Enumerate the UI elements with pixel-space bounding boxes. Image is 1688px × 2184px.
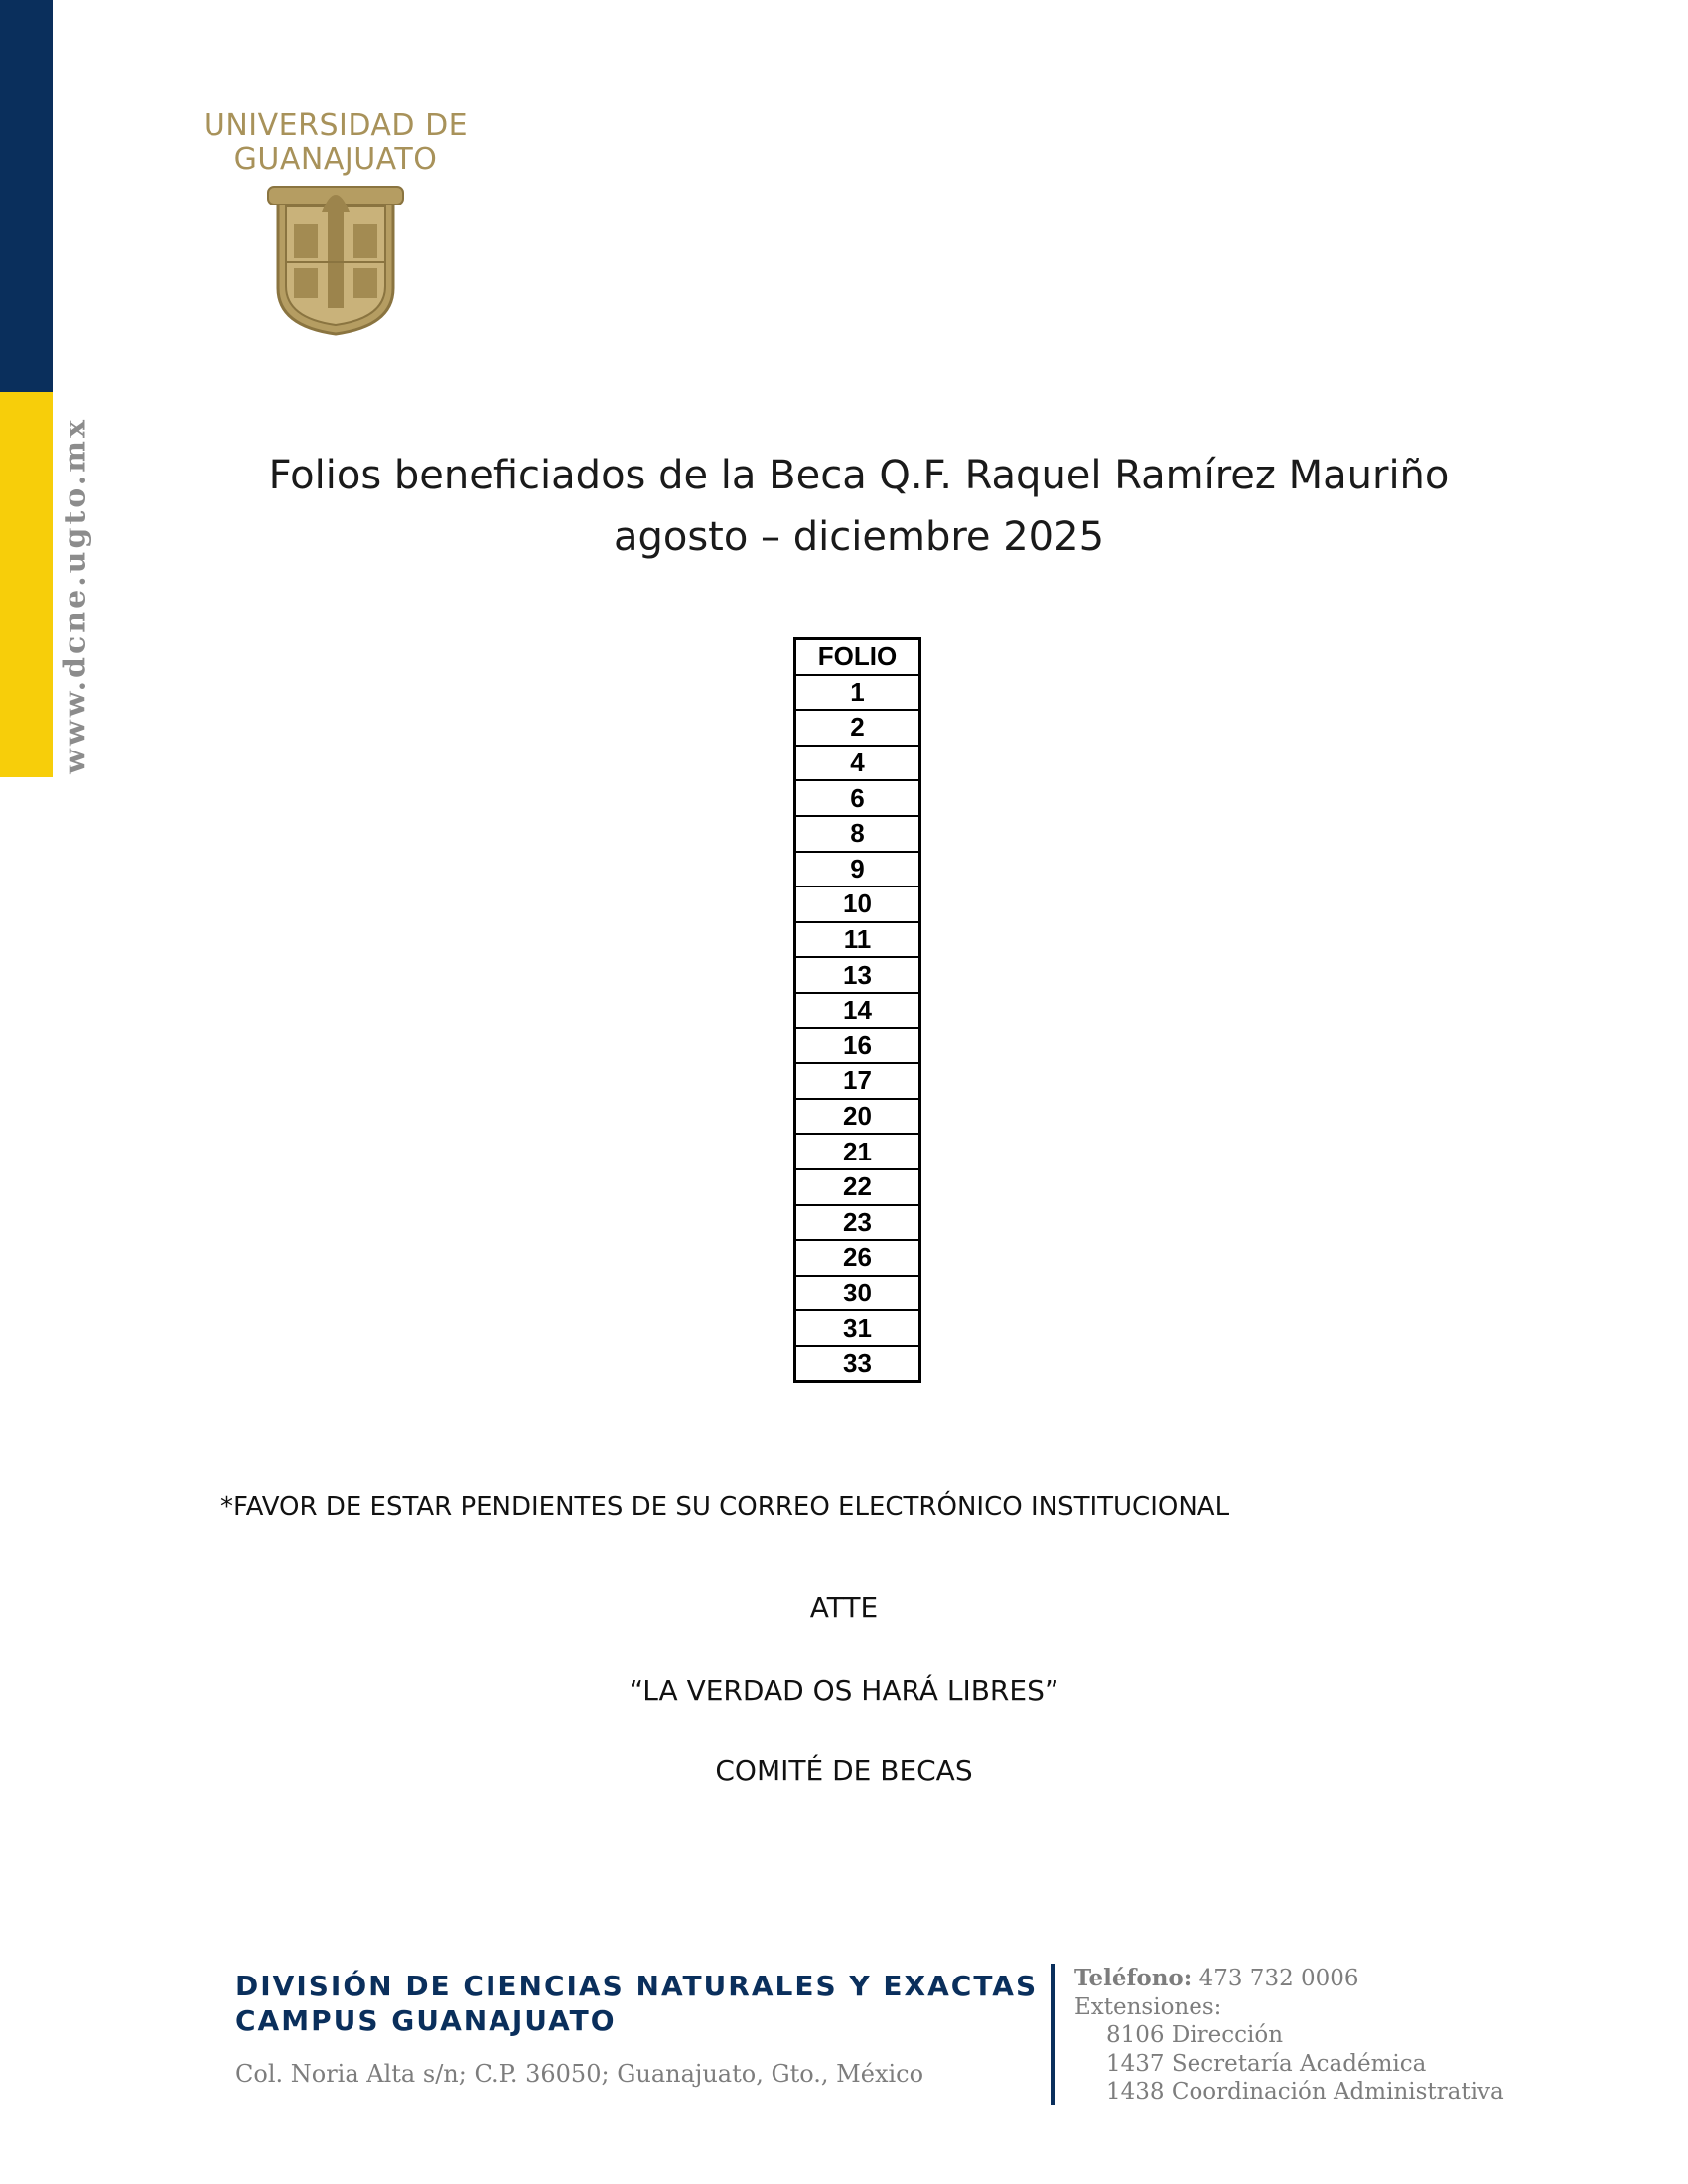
table-row	[795, 1134, 920, 1169]
footer-division	[235, 1969, 1038, 2038]
footer-divider	[1051, 1964, 1055, 2105]
university-name	[197, 109, 475, 177]
email-note: *FAVOR DE ESTAR PENDIENTES DE SU CORREO ELECTRÓNICO INSTITUCIONAL	[220, 1492, 1230, 1522]
folio-cell: 21	[795, 1134, 920, 1169]
page-title	[199, 445, 1519, 568]
folio-cell: 26	[795, 1240, 920, 1276]
side-bar-yellow	[0, 392, 53, 777]
table-row	[795, 1028, 920, 1064]
table-row	[795, 1346, 920, 1382]
university-name-line2: GUANAJUATO	[233, 142, 438, 177]
folio-cell: 14	[795, 993, 920, 1028]
folio-cell: 23	[795, 1205, 920, 1241]
folio-cell: 11	[795, 922, 920, 958]
extension-item: 1437 Secretaría Académica	[1106, 2050, 1427, 2077]
folio-cell: 16	[795, 1028, 920, 1064]
table-row	[795, 1240, 920, 1276]
footer-address: Col. Noria Alta s/n; C.P. 36050; Guanajuato, Gto., México	[235, 2060, 924, 2088]
table-row	[795, 746, 920, 781]
table-row	[795, 675, 920, 711]
folio-table	[793, 637, 921, 1383]
folio-cell: 30	[795, 1276, 920, 1311]
folio-cell: 10	[795, 887, 920, 922]
extension-item: 8106 Dirección	[1106, 2022, 1284, 2048]
phone-number: 473 732 0006	[1198, 1966, 1359, 1991]
phone-label: Teléfono:	[1074, 1965, 1193, 1991]
closing-motto: “LA VERDAD OS HARÁ LIBRES”	[629, 1674, 1059, 1706]
table-row	[795, 816, 920, 852]
folio-cell: 2	[795, 710, 920, 746]
table-row	[795, 1063, 920, 1099]
table-row	[795, 887, 920, 922]
table-row	[795, 710, 920, 746]
folio-cell: 6	[795, 780, 920, 816]
extensions-label: Extensiones:	[1074, 1993, 1222, 2020]
table-row	[795, 1310, 920, 1346]
folio-cell: 13	[795, 957, 920, 993]
table-row	[795, 1169, 920, 1205]
side-website-url: www.dcne.ugto.mx	[58, 417, 93, 774]
folio-cell: 20	[795, 1099, 920, 1135]
university-name-line1: UNIVERSIDAD DE	[203, 108, 469, 143]
side-bar-blue	[0, 0, 53, 392]
folio-cell: 17	[795, 1063, 920, 1099]
closing-committee: COMITÉ DE BECAS	[715, 1754, 973, 1787]
folio-cell: 22	[795, 1169, 920, 1205]
table-row	[795, 780, 920, 816]
folio-cell: 33	[795, 1346, 920, 1382]
table-row	[795, 993, 920, 1028]
table-row	[795, 852, 920, 887]
title-line2: agosto – diciembre 2025	[613, 514, 1105, 560]
folio-cell: 8	[795, 816, 920, 852]
university-seal-icon	[266, 177, 405, 338]
campus-name: CAMPUS GUANAJUATO	[235, 2004, 617, 2037]
extension-item: 1438 Coordinación Administrativa	[1106, 2079, 1504, 2105]
table-row	[795, 922, 920, 958]
table-row	[795, 1205, 920, 1241]
title-line1: Folios beneficiados de la Beca Q.F. Raquel Ramírez Mauriño	[268, 453, 1450, 498]
table-row	[795, 1099, 920, 1135]
division-name: DIVISIÓN DE CIENCIAS NATURALES Y EXACTAS	[235, 1970, 1039, 2002]
closing-atte: ATTE	[809, 1591, 879, 1624]
table-row	[795, 957, 920, 993]
footer-contact	[1074, 1965, 1504, 2107]
folio-cell: 4	[795, 746, 920, 781]
folio-column-header: FOLIO	[795, 639, 920, 675]
table-row	[795, 1276, 920, 1311]
folio-cell: 31	[795, 1310, 920, 1346]
folio-cell: 1	[795, 675, 920, 711]
folio-cell: 9	[795, 852, 920, 887]
